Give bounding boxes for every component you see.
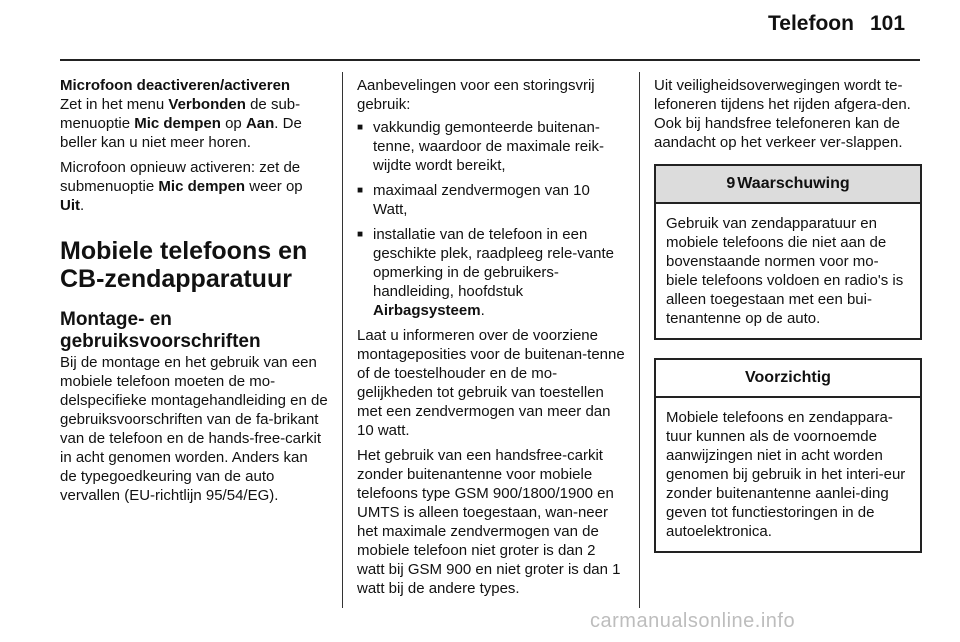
warning-icon: 9	[726, 175, 736, 192]
text: de sub-menuoptie	[60, 96, 301, 132]
paragraph-installation: Bij de montage en het gebruik van een mobiele telefoon moeten de mo-delspecifieke montagehandleiding en de gebruiksvoorschriften van de fa-brikant van de telefoon en de hands-free-carkit in acht genomen worden. Anders kan de typegoedkeuring van de auto vervallen (EU-richtlijn 95/54/EG).	[60, 354, 328, 504]
subheading-mic: Microfoon deactiveren/activeren	[60, 77, 291, 94]
page-number: 101	[870, 12, 906, 35]
paragraph-mounting: Laat u informeren over de voorziene montageposities voor de buitenan-tenne of de toestelhouder en de mo-gelijkheden tot gebruik van toestellen met een zendvermogen van meer dan 10 watt.	[357, 327, 625, 439]
paragraph-safety: Uit veiligheidsoverwegingen wordt te-lefoneren tijdens het rijden afgera-den. Ook bij handsfree telefoneren kan de aandacht op het verkeer ver-slappen.	[654, 77, 911, 151]
term-airbagsysteem: Airbagsysteem	[373, 302, 481, 319]
menu-term-verbonden: Verbonden	[168, 96, 246, 113]
caution-box	[654, 358, 922, 553]
warning-body: Gebruik van zendapparatuur en mobiele telefoons die niet aan de bovenstaande normen voor mo-biele telefoons voldoen en radio's is alleen toegestaan met een bui-tenantenne op de auto.	[666, 215, 904, 327]
paragraph-mic-toggle	[60, 76, 328, 152]
menu-term-uit: Uit	[60, 197, 80, 214]
list-item: ■ vakkundig gemonteerde buitenan-tenne, waardoor de maximale reik-wijdte wordt bereikt,	[357, 118, 625, 175]
text: installatie van de telefoon in een geschikte plek, raadpleeg rele-vante opmerking in de gebruikers-handleiding, hoofdstuk	[373, 226, 614, 300]
watermark: carmanualsonline.info	[590, 610, 796, 632]
text: weer op	[245, 178, 303, 195]
column-divider-1	[342, 72, 343, 608]
column-middle	[357, 76, 625, 604]
text: Microfoon opnieuw activeren: zet de submenuoptie	[60, 159, 301, 195]
paragraph-mic-reactivate	[60, 158, 328, 215]
caution-header: Voorzichtig	[656, 360, 920, 398]
header-rule	[60, 59, 920, 61]
list-item	[357, 225, 625, 320]
column-left	[60, 76, 328, 511]
text: op	[220, 115, 246, 132]
subsection-heading: Montage- en gebruiksvoorschriften	[60, 309, 261, 352]
paragraph-handsfree: Het gebruik van een handsfree-carkit zonder buitenantenne voor mobiele telefoons type GSM 900/1800/1900 en UMTS is alleen toegestaan, wan-neer het maximale zendvermogen van de mobiele telefoon niet groter is dan 2 watt bij GSM 900 en niet groter is dan 1 watt bij de andere types.	[357, 447, 621, 597]
paragraph-recommendations-intro: Aanbevelingen voor een storingsvrij gebruik:	[357, 77, 595, 113]
menu-term-mic-dempen-2: Mic dempen	[158, 178, 246, 195]
section-heading: Mobiele telefoons en CB-zendapparatuur	[60, 237, 308, 293]
list-item: ■ maximaal zendvermogen van 10 Watt,	[357, 181, 625, 219]
text: Zet in het menu	[60, 96, 169, 113]
menu-term-mic-dempen: Mic dempen	[134, 115, 221, 132]
column-right	[654, 76, 922, 553]
warning-box	[654, 164, 922, 340]
menu-term-aan: Aan	[245, 115, 275, 132]
text: .	[480, 302, 485, 319]
warning-header	[656, 166, 920, 204]
recommendations-list	[357, 118, 625, 320]
caution-body: Mobiele telefoons en zendappara-tuur kunnen als de voornoemde aanwijzingen niet in acht worden genomen bij gebruik in het interi-eur zonder buitenantenne aanlei-ding geven tot functiestoringen in de autoelektronica.	[666, 409, 906, 540]
text: .	[80, 197, 85, 214]
text: . De beller kan u niet meer horen.	[60, 115, 302, 151]
warning-title: Waarschuwing	[737, 175, 850, 192]
page-header-title: Telefoon	[768, 12, 854, 35]
column-divider-2	[639, 72, 640, 608]
